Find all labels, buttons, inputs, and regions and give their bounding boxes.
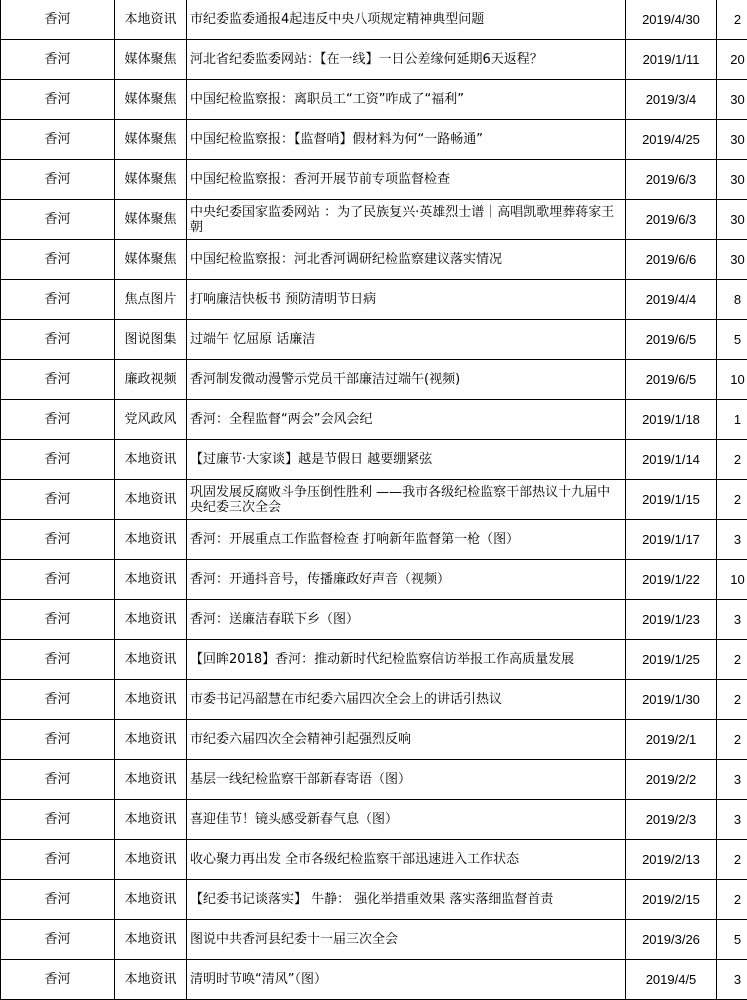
table-row — [1, 560, 747, 600]
title-cell: 喜迎佳节！镜头感受新春气息（图） — [187, 800, 626, 840]
date-cell: 2019/1/18 — [626, 400, 717, 440]
region-cell: 香河 — [1, 400, 115, 440]
table-row — [1, 80, 747, 120]
date-cell: 2019/4/25 — [626, 120, 717, 160]
table-row — [1, 920, 747, 960]
table-row — [1, 320, 747, 360]
count-cell: 20 — [717, 40, 747, 80]
category-cell: 本地资讯 — [115, 680, 187, 720]
table-row — [1, 640, 747, 680]
region-cell: 香河 — [1, 760, 115, 800]
title-cell: 香河制发微动漫警示党员干部廉洁过端午(视频) — [187, 360, 626, 400]
count-cell: 5 — [717, 920, 747, 960]
region-cell: 香河 — [1, 800, 115, 840]
table-row — [1, 520, 747, 560]
region-cell: 香河 — [1, 920, 115, 960]
title-cell: 图说中共香河县纪委十一届三次全会 — [187, 920, 626, 960]
region-cell: 香河 — [1, 80, 115, 120]
date-cell: 2019/1/17 — [626, 520, 717, 560]
date-cell: 2019/2/3 — [626, 800, 717, 840]
count-cell: 2 — [717, 880, 747, 920]
title-cell: 香河：开通抖音号，传播廉政好声音（视频） — [187, 560, 626, 600]
category-cell: 媒体聚焦 — [115, 80, 187, 120]
date-cell: 2019/1/25 — [626, 640, 717, 680]
category-cell: 媒体聚焦 — [115, 240, 187, 280]
category-cell: 本地资讯 — [115, 840, 187, 880]
table-row — [1, 880, 747, 920]
date-cell: 2019/6/5 — [626, 360, 717, 400]
table-row — [1, 960, 747, 1000]
region-cell: 香河 — [1, 360, 115, 400]
title-cell: 中国纪检监察报：河北香河调研纪检监察建议落实情况 — [187, 240, 626, 280]
count-cell: 2 — [717, 480, 747, 520]
title-cell: 【过廉节·大家谈】越是节假日 越要绷紧弦 — [187, 440, 626, 480]
category-cell: 本地资讯 — [115, 760, 187, 800]
region-cell: 香河 — [1, 840, 115, 880]
article-table-body — [1, 0, 747, 1000]
category-cell: 廉政视频 — [115, 360, 187, 400]
category-cell: 本地资讯 — [115, 720, 187, 760]
title-cell: 【回眸2018】香河：推动新时代纪检监察信访举报工作高质量发展 — [187, 640, 626, 680]
date-cell: 2019/1/22 — [626, 560, 717, 600]
category-cell: 本地资讯 — [115, 600, 187, 640]
region-cell: 香河 — [1, 720, 115, 760]
category-cell: 媒体聚焦 — [115, 120, 187, 160]
region-cell: 香河 — [1, 40, 115, 80]
table-row — [1, 400, 747, 440]
category-cell: 媒体聚焦 — [115, 200, 187, 240]
count-cell: 2 — [717, 840, 747, 880]
date-cell: 2019/4/4 — [626, 280, 717, 320]
count-cell: 3 — [717, 760, 747, 800]
region-cell: 香河 — [1, 280, 115, 320]
title-cell: 中国纪检监察报：离职员工“工资”咋成了“福利” — [187, 80, 626, 120]
date-cell: 2019/6/5 — [626, 320, 717, 360]
date-cell: 2019/1/15 — [626, 480, 717, 520]
table-row — [1, 720, 747, 760]
title-cell: 打响廉洁快板书 预防清明节日病 — [187, 280, 626, 320]
category-cell: 本地资讯 — [115, 640, 187, 680]
category-cell: 本地资讯 — [115, 440, 187, 480]
title-cell: 清明时节唤“清风”（图） — [187, 960, 626, 1000]
table-row — [1, 240, 747, 280]
category-cell: 媒体聚焦 — [115, 40, 187, 80]
date-cell: 2019/2/13 — [626, 840, 717, 880]
date-cell: 2019/1/14 — [626, 440, 717, 480]
table-row — [1, 200, 747, 240]
category-cell: 本地资讯 — [115, 0, 187, 40]
category-cell: 本地资讯 — [115, 560, 187, 600]
category-cell: 党风政风 — [115, 400, 187, 440]
date-cell: 2019/6/6 — [626, 240, 717, 280]
region-cell: 香河 — [1, 0, 115, 40]
date-cell: 2019/6/3 — [626, 200, 717, 240]
date-cell: 2019/4/5 — [626, 960, 717, 1000]
date-cell: 2019/3/4 — [626, 80, 717, 120]
table-row — [1, 120, 747, 160]
count-cell: 2 — [717, 680, 747, 720]
category-cell: 本地资讯 — [115, 800, 187, 840]
count-cell: 30 — [717, 160, 747, 200]
count-cell: 30 — [717, 240, 747, 280]
date-cell: 2019/1/11 — [626, 40, 717, 80]
count-cell: 2 — [717, 0, 747, 40]
date-cell: 2019/6/3 — [626, 160, 717, 200]
table-row — [1, 360, 747, 400]
count-cell: 30 — [717, 120, 747, 160]
region-cell: 香河 — [1, 480, 115, 520]
region-cell: 香河 — [1, 440, 115, 480]
table-row — [1, 800, 747, 840]
title-cell: 香河：送廉洁春联下乡（图） — [187, 600, 626, 640]
region-cell: 香河 — [1, 560, 115, 600]
table-row — [1, 480, 747, 520]
count-cell: 8 — [717, 280, 747, 320]
date-cell: 2019/2/2 — [626, 760, 717, 800]
count-cell: 10 — [717, 560, 747, 600]
table-row — [1, 280, 747, 320]
region-cell: 香河 — [1, 880, 115, 920]
title-cell: 巩固发展反腐败斗争压倒性胜利 ——我市各级纪检监察干部热议十九届中央纪委三次全会 — [187, 480, 626, 520]
count-cell: 2 — [717, 440, 747, 480]
title-cell: 收心聚力再出发 全市各级纪检监察干部迅速进入工作状态 — [187, 840, 626, 880]
category-cell: 本地资讯 — [115, 480, 187, 520]
count-cell: 5 — [717, 320, 747, 360]
title-cell: 河北省纪委监委网站：【在一线】一日公差缘何延期6天返程？ — [187, 40, 626, 80]
title-cell: 基层一线纪检监察干部新春寄语（图） — [187, 760, 626, 800]
region-cell: 香河 — [1, 160, 115, 200]
title-cell: 中国纪检监察报：【监督哨】假材料为何“一路畅通” — [187, 120, 626, 160]
count-cell: 3 — [717, 960, 747, 1000]
title-cell: 【纪委书记谈落实】 牛静： 强化举措重效果 落实落细监督首责 — [187, 880, 626, 920]
title-cell: 香河：开展重点工作监督检查 打响新年监督第一枪（图） — [187, 520, 626, 560]
count-cell: 1 — [717, 400, 747, 440]
category-cell: 焦点图片 — [115, 280, 187, 320]
category-cell: 图说图集 — [115, 320, 187, 360]
count-cell: 3 — [717, 520, 747, 560]
date-cell: 2019/2/1 — [626, 720, 717, 760]
date-cell: 2019/1/23 — [626, 600, 717, 640]
table-row — [1, 440, 747, 480]
title-cell: 市纪委监委通报4起违反中央八项规定精神典型问题 — [187, 0, 626, 40]
count-cell: 3 — [717, 600, 747, 640]
category-cell: 本地资讯 — [115, 520, 187, 560]
region-cell: 香河 — [1, 240, 115, 280]
table-row — [1, 680, 747, 720]
count-cell: 30 — [717, 80, 747, 120]
date-cell: 2019/1/30 — [626, 680, 717, 720]
date-cell: 2019/4/30 — [626, 0, 717, 40]
region-cell: 香河 — [1, 960, 115, 1000]
title-cell: 香河：全程监督“两会”会风会纪 — [187, 400, 626, 440]
count-cell: 3 — [717, 800, 747, 840]
region-cell: 香河 — [1, 640, 115, 680]
table-row — [1, 160, 747, 200]
table-row — [1, 760, 747, 800]
title-cell: 市纪委六届四次全会精神引起强烈反响 — [187, 720, 626, 760]
category-cell: 媒体聚焦 — [115, 160, 187, 200]
region-cell: 香河 — [1, 320, 115, 360]
region-cell: 香河 — [1, 520, 115, 560]
title-cell: 中央纪委国家监委网站 ：为了民族复兴·英雄烈士谱｜高唱凯歌埋葬蒋家王朝 — [187, 200, 626, 240]
count-cell: 10 — [717, 360, 747, 400]
table-row — [1, 840, 747, 880]
table-row — [1, 40, 747, 80]
date-cell: 2019/3/26 — [626, 920, 717, 960]
title-cell: 过端午 忆屈原 话廉洁 — [187, 320, 626, 360]
date-cell: 2019/2/15 — [626, 880, 717, 920]
region-cell: 香河 — [1, 120, 115, 160]
count-cell: 2 — [717, 640, 747, 680]
region-cell: 香河 — [1, 680, 115, 720]
table-row — [1, 0, 747, 40]
count-cell: 30 — [717, 200, 747, 240]
region-cell: 香河 — [1, 200, 115, 240]
title-cell: 市委书记冯韶慧在市纪委六届四次全会上的讲话引热议 — [187, 680, 626, 720]
region-cell: 香河 — [1, 600, 115, 640]
category-cell: 本地资讯 — [115, 880, 187, 920]
title-cell: 中国纪检监察报：香河开展节前专项监督检查 — [187, 160, 626, 200]
count-cell: 2 — [717, 720, 747, 760]
category-cell: 本地资讯 — [115, 920, 187, 960]
category-cell: 本地资讯 — [115, 960, 187, 1000]
table-row — [1, 600, 747, 640]
